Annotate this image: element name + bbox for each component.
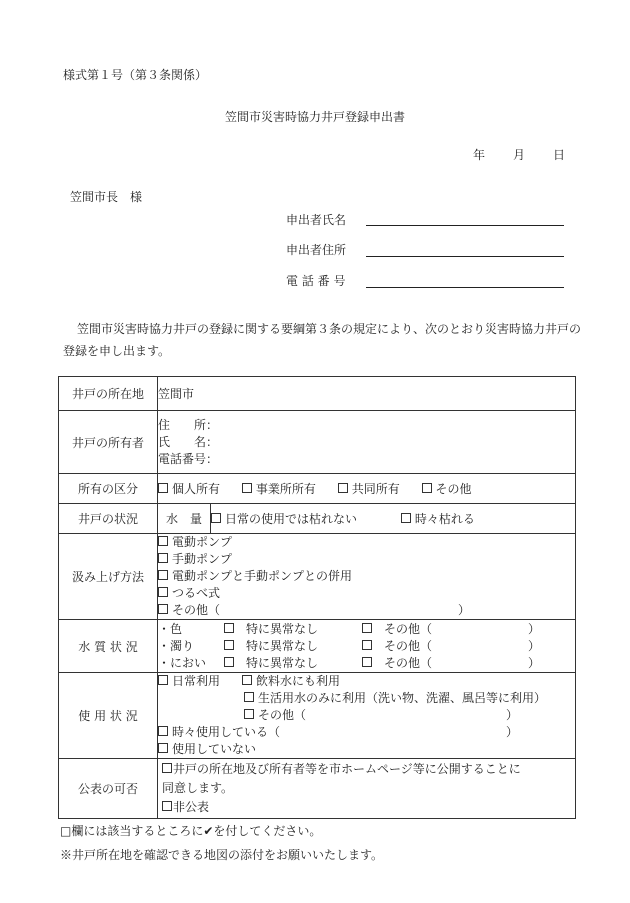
applicant-address-field[interactable] [366, 256, 564, 257]
option-label: 日常利用 [172, 674, 221, 688]
option-label: 電動ポンプ [172, 535, 233, 549]
pumping-option-manual[interactable] [158, 551, 575, 568]
date-day: 日 [553, 148, 566, 162]
page-title: 笠間市災害時協力井戸登録申出書 [224, 110, 405, 124]
row-pumping [59, 534, 576, 620]
checkbox[interactable] [158, 570, 168, 580]
usage-options [158, 673, 576, 759]
applicant-name-row [286, 211, 364, 228]
checkbox[interactable] [401, 513, 411, 523]
quality-normal: 特に異常なし [246, 621, 319, 636]
ownership-option-shared[interactable] [338, 480, 400, 497]
check-note: □欄には該当するところに✔を付してください。 [60, 824, 322, 838]
status-sublabel: 水 量 [158, 504, 211, 534]
checkbox[interactable] [338, 483, 348, 493]
quality-other: その他（ [384, 621, 433, 636]
quality-item-name: ・におい [158, 655, 207, 670]
paren-close: ） [528, 655, 541, 670]
option-label: 電動ポンプと手動ポンプとの併用 [172, 569, 353, 583]
applicant-address-label: 申出者住所 [286, 243, 347, 257]
paren-close: ） [506, 708, 519, 722]
checkbox[interactable] [158, 483, 168, 493]
addressee: 笠間市長 様 [70, 190, 143, 204]
checkbox[interactable] [211, 513, 221, 523]
owner-label: 井戸の所有者 [59, 411, 158, 474]
row-status [59, 504, 576, 534]
row-usage [59, 673, 576, 759]
date-year: 年 [473, 148, 486, 162]
option-label: 個人所有 [172, 482, 221, 496]
ownership-options [158, 474, 576, 504]
checkbox[interactable] [362, 640, 372, 650]
applicant-address-row [286, 241, 364, 258]
checkbox[interactable] [362, 623, 372, 633]
paren-close: ） [458, 603, 471, 617]
usage-drinking-label: 飲料水にも利用 [256, 674, 341, 688]
ownership-option-individual[interactable] [158, 480, 220, 497]
checkbox[interactable] [224, 623, 234, 633]
publish-agree-continuation: 同意します。 [162, 781, 234, 795]
map-note: ※井戸所在地を確認できる地図の添付をお願いいたします。 [60, 848, 384, 862]
pumping-option-combined[interactable] [158, 568, 575, 585]
checkbox[interactable] [362, 657, 372, 667]
option-label: 非公表 [173, 800, 210, 814]
usage-option-domestic[interactable] [158, 690, 575, 707]
publish-options [158, 759, 576, 819]
paren-close: ） [506, 725, 519, 739]
option-label: 事業所所有 [255, 482, 316, 496]
option-label: 手動ポンプ [172, 552, 233, 566]
quality-row-odor [158, 655, 575, 672]
usage-option-daily[interactable] [158, 673, 575, 690]
option-label: 使用していない [172, 742, 257, 756]
publish-label: 公表の可否 [59, 759, 158, 819]
ownership-label: 所有の区分 [59, 474, 158, 504]
quality-other: その他（ [384, 638, 433, 653]
option-label: 共同所有 [351, 482, 400, 496]
option-label: 生活用水のみに利用（洗い物、洗濯、風呂等に利用） [258, 691, 547, 705]
checkbox[interactable] [158, 536, 168, 546]
applicant-phone-field[interactable] [366, 287, 564, 288]
checkbox[interactable] [158, 726, 168, 736]
date-month: 月 [513, 148, 526, 162]
owner-phone-field[interactable]: 電話番号： [158, 451, 219, 466]
paren-close: ） [528, 621, 541, 636]
ownership-option-business[interactable] [242, 480, 316, 497]
checkbox[interactable] [244, 709, 254, 719]
checkbox[interactable] [158, 587, 168, 597]
owner-address-field[interactable]: 住 所： [158, 417, 219, 432]
applicant-name-label: 申出者氏名 [286, 213, 347, 227]
location-label: 井戸の所在地 [59, 377, 158, 411]
applicant-phone-row [286, 272, 364, 289]
quality-normal: 特に異常なし [246, 655, 319, 670]
quality-item-name: ・色 [158, 621, 183, 636]
publish-option-private[interactable] [162, 798, 575, 817]
checkbox[interactable] [244, 692, 254, 702]
quality-normal: 特に異常なし [246, 638, 319, 653]
checkbox[interactable] [162, 763, 172, 773]
option-label: 時々枯れる [414, 512, 475, 526]
usage-option-sometimes[interactable] [158, 724, 575, 741]
date-fields [473, 146, 565, 163]
usage-option-other[interactable] [158, 707, 575, 724]
pumping-option-electric[interactable] [158, 534, 575, 551]
status-label: 井戸の状況 [59, 504, 158, 534]
checkbox[interactable] [158, 553, 168, 563]
pumping-options [158, 534, 576, 620]
row-quality [59, 620, 576, 673]
row-owner [59, 411, 576, 474]
applicant-name-field[interactable] [366, 225, 564, 226]
owner-name-field[interactable]: 氏 名： [158, 434, 219, 449]
quality-label: 水 質 状 況 [59, 620, 158, 673]
pumping-option-other[interactable] [158, 602, 575, 619]
checkbox[interactable] [242, 675, 252, 685]
row-publish [59, 759, 576, 819]
checkbox[interactable] [158, 743, 168, 753]
applicant-phone-label: 電 話 番 号 [286, 274, 346, 288]
checkbox[interactable] [224, 640, 234, 650]
usage-option-unused[interactable] [158, 741, 575, 758]
status-option-never-dry[interactable] [211, 510, 357, 527]
option-label: その他（ [258, 708, 307, 722]
checkbox[interactable] [158, 604, 168, 614]
option-label: 日常の使用では枯れない [225, 512, 358, 526]
option-label: 井戸の所在地及び所有者等を市ホームページ等に公開することに [173, 762, 521, 776]
quality-row-turbidity [158, 638, 575, 655]
pumping-label: 汲み上げ方法 [59, 534, 158, 620]
option-label: つるべ式 [172, 586, 221, 600]
ownership-option-other[interactable] [422, 480, 472, 497]
pumping-option-bucket[interactable] [158, 585, 575, 602]
publish-option-agree[interactable] [162, 760, 575, 779]
row-ownership [59, 474, 576, 504]
owner-fields [158, 411, 576, 474]
location-field[interactable]: 笠間市 [158, 377, 576, 411]
checkbox[interactable] [224, 657, 234, 667]
checkbox[interactable] [242, 483, 252, 493]
status-options [211, 504, 576, 534]
registration-table [58, 376, 576, 819]
form-number: 様式第１号（第３条関係） [63, 68, 208, 82]
usage-label: 使 用 状 況 [59, 673, 158, 759]
quality-row-color [158, 621, 575, 638]
option-label: その他（ [172, 603, 221, 617]
checkbox[interactable] [422, 483, 432, 493]
option-label: 時々使用している（ [172, 725, 281, 739]
checkbox[interactable] [158, 675, 168, 685]
status-option-sometimes-dry[interactable] [401, 510, 475, 527]
intro-text: 笠間市災害時協力井戸の登録に関する要綱第３条の規定により、次のとおり災害時協力井戸の登録を申し出ます。 [63, 322, 582, 358]
row-location [59, 377, 576, 411]
paren-close: ） [528, 638, 541, 653]
quality-item-name: ・濁り [158, 638, 195, 653]
checkbox[interactable] [162, 801, 172, 811]
quality-other: その他（ [384, 655, 433, 670]
option-label: その他 [435, 482, 472, 496]
quality-options [158, 620, 576, 673]
